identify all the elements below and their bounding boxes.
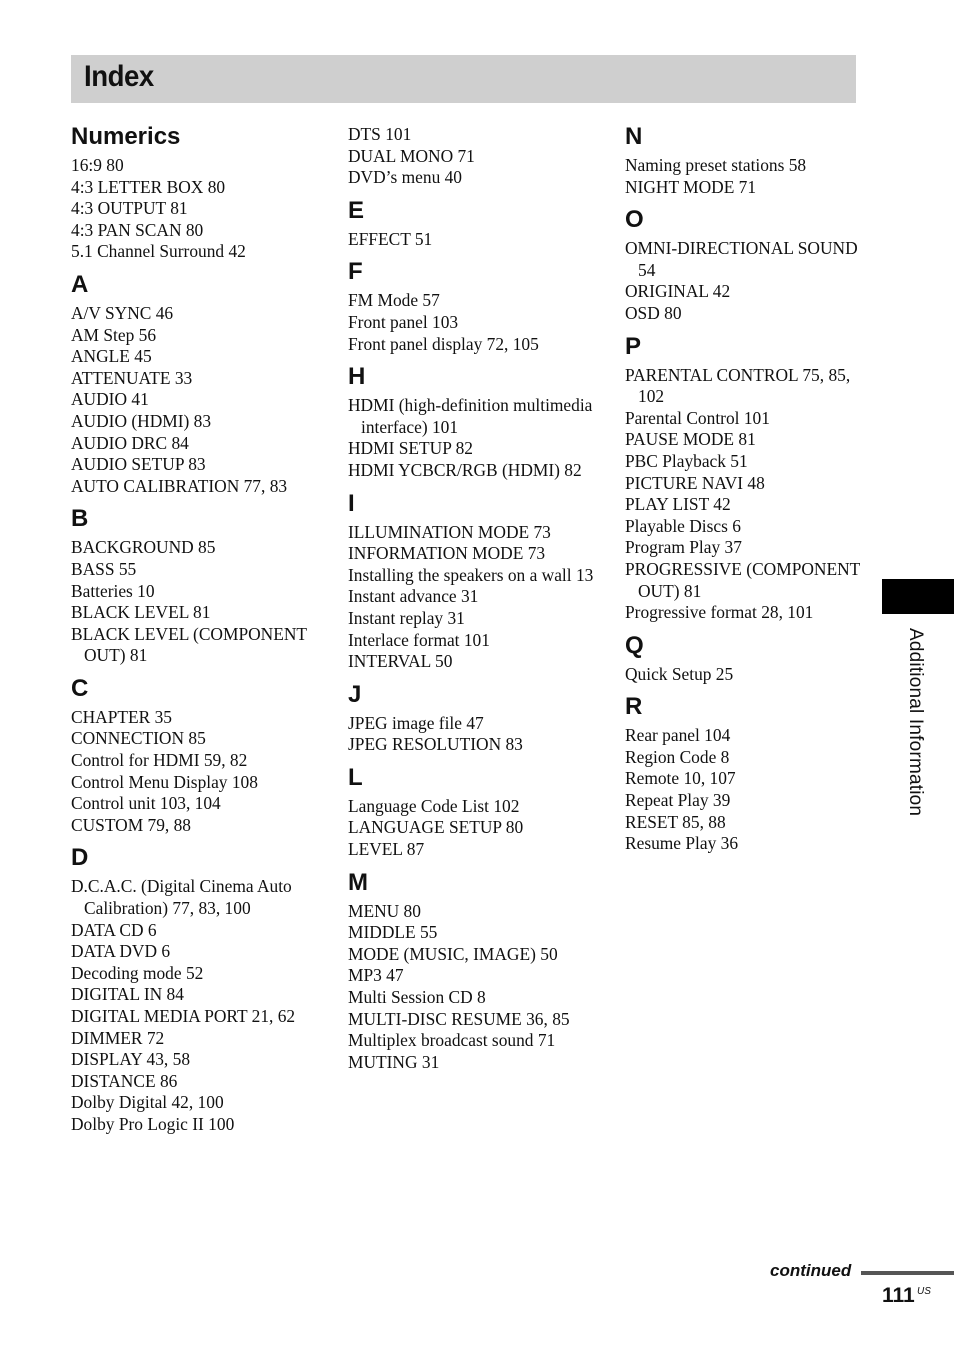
index-entry: DIGITAL IN 84 <box>71 984 184 1005</box>
index-section <box>625 119 875 198</box>
index-section <box>348 865 598 1074</box>
index-entry: DTS 101 <box>348 124 412 144</box>
index-section <box>348 486 598 673</box>
section-tab-marker <box>882 579 954 614</box>
index-section <box>625 689 875 855</box>
index-entry-list <box>625 725 875 855</box>
section-heading: L <box>348 763 363 791</box>
index-entry: Playable Discs 6 <box>625 515 741 536</box>
index-entry: DIGITAL MEDIA PORT 21, 62 <box>71 1006 296 1026</box>
page-number: 111 <box>882 1284 915 1307</box>
index-entry: CHAPTER 35 <box>71 706 172 727</box>
index-entry: JPEG image file 47 <box>348 712 484 733</box>
index-section <box>625 202 875 324</box>
index-entry: Front panel display 72, 105 <box>348 333 539 354</box>
index-entry: Dolby Pro Logic II 100 <box>71 1113 235 1134</box>
index-entry: ATTENUATE 33 <box>71 367 193 388</box>
section-heading: F <box>348 258 363 286</box>
index-entry: MULTI-DISC RESUME 36, 85 <box>348 1008 570 1029</box>
index-entry: PICTURE NAVI 48 <box>625 472 765 493</box>
index-entry: JPEG RESOLUTION 83 <box>348 734 523 755</box>
index-entry-list <box>348 713 598 756</box>
index-entry: Region Code 8 <box>625 746 730 767</box>
section-heading: O <box>625 206 644 234</box>
index-entry: MODE (MUSIC, IMAGE) 50 <box>348 943 558 964</box>
index-entry: NIGHT MODE 71 <box>625 176 757 197</box>
index-section <box>348 124 598 189</box>
index-entry: Instant advance 31 <box>348 586 479 607</box>
index-entry-list <box>625 238 875 324</box>
index-entry: BACKGROUND 85 <box>71 537 216 558</box>
index-entry: Resume Play 36 <box>625 833 739 854</box>
section-heading: D <box>71 844 89 872</box>
index-entry: Front panel 103 <box>348 311 459 332</box>
index-entry: PARENTAL CONTROL 75, 85, 102 <box>625 364 851 407</box>
index-entry: Rear panel 104 <box>625 725 731 746</box>
index-section <box>348 677 598 756</box>
index-entry: BLACK LEVEL (COMPONENT OUT) 81 <box>71 623 307 666</box>
index-entry-list <box>348 124 598 189</box>
index-entry: FM Mode 57 <box>348 290 440 311</box>
continued-label: continued <box>770 1261 852 1280</box>
index-entry: DIMMER 72 <box>71 1027 165 1048</box>
index-entry: Interlace format 101 <box>348 629 490 650</box>
index-entry: PAUSE MODE 81 <box>625 429 756 450</box>
index-entry: Remote 10, 107 <box>625 768 736 789</box>
section-heading: Numerics <box>71 123 181 150</box>
index-entry-list <box>348 395 598 481</box>
index-entry: 16:9 80 <box>71 155 124 175</box>
index-entry: Progressive format 28, 101 <box>625 602 814 623</box>
index-entry: HDMI SETUP 82 <box>348 438 473 459</box>
section-heading: B <box>71 505 89 533</box>
index-entry: 4:3 OUTPUT 81 <box>71 198 188 219</box>
index-section <box>71 119 321 263</box>
index-entry: EFFECT 51 <box>348 228 433 249</box>
index-entry: Decoding mode 52 <box>71 962 204 983</box>
index-entry: Control for HDMI 59, 82 <box>71 750 248 771</box>
index-entry: AUDIO (HDMI) 83 <box>71 410 212 431</box>
index-column-3 <box>625 119 875 855</box>
index-entry: Batteries 10 <box>71 580 155 601</box>
index-entry: D.C.A.C. (Digital Cinema Auto Calibration) 77, 83, 100 <box>71 876 292 919</box>
section-heading: N <box>625 123 643 150</box>
index-section <box>348 359 598 481</box>
index-entry: HDMI (high-definition multimedia interface) 101 <box>348 395 593 437</box>
index-entry: DATA DVD 6 <box>71 941 171 962</box>
index-entry-list <box>625 365 875 624</box>
index-entry: PBC Playback 51 <box>625 450 748 471</box>
index-section <box>625 628 875 686</box>
index-entry: Control Menu Display 108 <box>71 771 258 792</box>
index-column-2 <box>348 119 598 1073</box>
index-entry: Installing the speakers on a wall 13 <box>348 564 594 585</box>
index-entry: ILLUMINATION MODE 73 <box>348 521 551 542</box>
index-entry: Multi Session CD 8 <box>348 987 486 1008</box>
index-entry: Parental Control 101 <box>625 407 770 428</box>
index-entry: INTERVAL 50 <box>348 651 453 672</box>
index-entry: DVD’s menu 40 <box>348 167 462 188</box>
index-column-1 <box>71 119 321 1136</box>
index-entry: AUDIO SETUP 83 <box>71 454 206 475</box>
index-entry: HDMI YCBCR/RGB (HDMI) 82 <box>348 459 582 480</box>
index-entry: DATA CD 6 <box>71 919 157 940</box>
index-entry: 5.1 Channel Surround 42 <box>71 241 246 262</box>
index-entry: DISPLAY 43, 58 <box>71 1049 191 1070</box>
index-entry: PLAY LIST 42 <box>625 494 731 515</box>
index-section <box>348 254 598 355</box>
index-entry: RESET 85, 88 <box>625 811 726 832</box>
index-entry-list <box>348 290 598 355</box>
index-entry: Language Code List 102 <box>348 795 520 816</box>
index-section <box>71 671 321 837</box>
index-entry: BLACK LEVEL 81 <box>71 602 211 623</box>
index-section <box>71 840 321 1135</box>
index-entry-list <box>625 664 875 686</box>
section-heading: C <box>71 674 89 702</box>
index-entry: LANGUAGE SETUP 80 <box>348 817 524 838</box>
index-entry: A/V SYNC 46 <box>71 302 174 323</box>
page-title: Index <box>84 60 154 93</box>
index-entry: AUDIO 41 <box>71 389 149 410</box>
index-entry: AUDIO DRC 84 <box>71 432 189 453</box>
continued-rule <box>861 1271 954 1275</box>
index-entry: Multiplex broadcast sound 71 <box>348 1030 556 1051</box>
index-entry-list <box>348 901 598 1074</box>
section-heading: P <box>625 332 642 360</box>
index-entry: LEVEL 87 <box>348 839 425 860</box>
title-bar <box>71 55 856 103</box>
index-entry: ORIGINAL 42 <box>625 281 731 302</box>
section-heading: A <box>71 270 89 298</box>
index-entry: BASS 55 <box>71 558 137 579</box>
index-entry: ANGLE 45 <box>71 346 152 367</box>
index-entry: CUSTOM 79, 88 <box>71 814 191 835</box>
section-heading: J <box>348 680 362 708</box>
index-entry: Quick Setup 25 <box>625 663 734 684</box>
index-entry: DUAL MONO 71 <box>348 145 475 166</box>
section-heading: M <box>348 868 368 896</box>
section-heading: I <box>348 489 355 517</box>
index-entry: CONNECTION 85 <box>71 728 206 749</box>
page-number-suffix: US <box>917 1286 931 1297</box>
index-entry-list <box>348 796 598 861</box>
index-entry-list <box>71 303 321 497</box>
section-heading: H <box>348 363 366 391</box>
index-entry: Repeat Play 39 <box>625 790 731 811</box>
index-entry: Naming preset stations 58 <box>625 155 807 175</box>
index-section <box>71 501 321 667</box>
index-entry: Control unit 103, 104 <box>71 793 221 814</box>
index-entry: MP3 47 <box>348 965 404 986</box>
index-entry: 4:3 LETTER BOX 80 <box>71 176 226 197</box>
section-heading: E <box>348 196 365 224</box>
index-entry: DISTANCE 86 <box>71 1070 178 1091</box>
index-entry: AUTO CALIBRATION 77, 83 <box>71 475 288 496</box>
index-section <box>348 760 598 861</box>
index-entry: 4:3 PAN SCAN 80 <box>71 219 204 240</box>
index-entry: OMNI-DIRECTIONAL SOUND 54 <box>625 238 858 280</box>
index-entry-list <box>71 537 321 667</box>
section-heading: R <box>625 693 643 721</box>
index-entry: Instant replay 31 <box>348 607 465 628</box>
index-section <box>348 193 598 251</box>
index-entry-list <box>71 707 321 837</box>
index-entry: MUTING 31 <box>348 1051 440 1072</box>
index-entry-list <box>348 229 598 251</box>
index-entry: INFORMATION MODE 73 <box>348 543 546 564</box>
index-entry: Program Play 37 <box>625 537 742 558</box>
index-entry: AM Step 56 <box>71 324 157 345</box>
section-heading: Q <box>625 631 644 659</box>
index-entry: OSD 80 <box>625 302 682 323</box>
index-entry-list <box>71 155 321 263</box>
index-entry-list <box>71 876 321 1135</box>
section-side-label: Additional Information <box>905 628 926 817</box>
index-section <box>625 329 875 624</box>
index-entry-list <box>625 155 875 198</box>
index-entry: Dolby Digital 42, 100 <box>71 1092 224 1113</box>
index-entry-list <box>348 522 598 673</box>
index-section <box>71 267 321 497</box>
index-entry: MIDDLE 55 <box>348 922 438 943</box>
index-entry: MENU 80 <box>348 900 421 921</box>
index-entry: PROGRESSIVE (COMPONENT OUT) 81 <box>625 558 860 601</box>
